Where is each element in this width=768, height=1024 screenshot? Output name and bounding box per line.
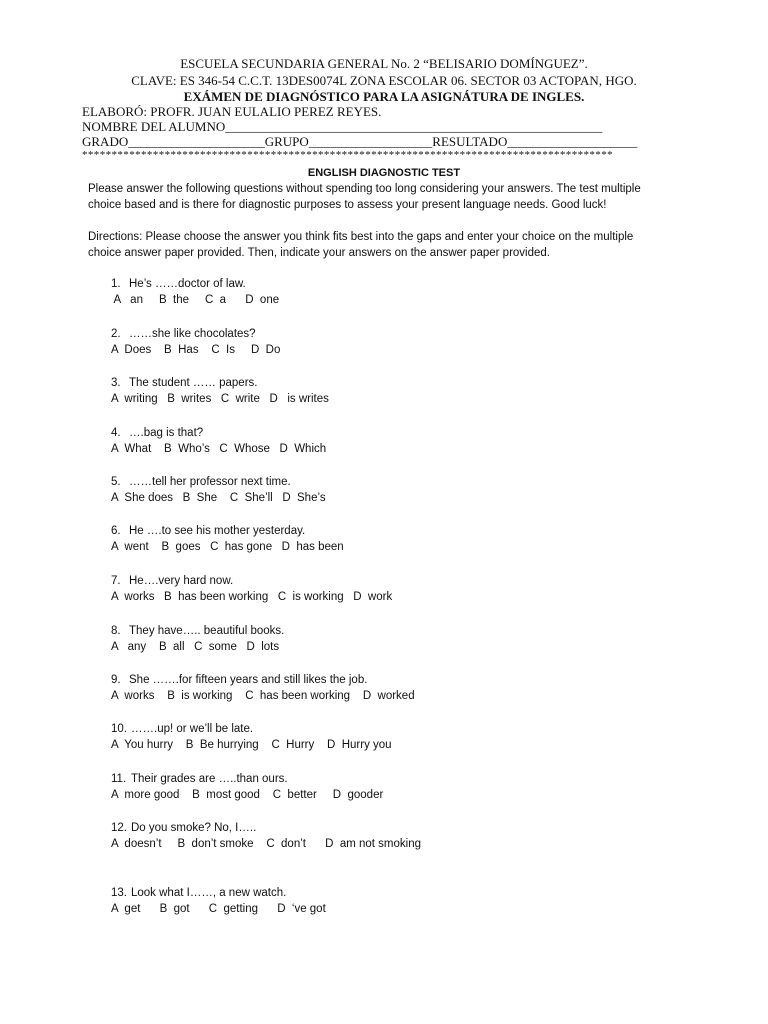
question-prompt: Their grades are …..than ours. bbox=[131, 773, 288, 785]
question-number: 1. bbox=[111, 278, 121, 290]
exam-title: EXÁMEN DE DIAGNÓSTICO PARA LA ASIGNÁTURA DE INGLES. bbox=[183, 89, 585, 104]
question-text bbox=[111, 771, 288, 787]
question-text bbox=[111, 573, 233, 589]
question-number: 5. bbox=[111, 476, 121, 488]
question-number: 9. bbox=[111, 674, 121, 686]
answer-options: A more good B most good C better D gooder bbox=[111, 789, 384, 801]
answer-options: A went B goes C has gone D has been bbox=[111, 541, 344, 553]
answer-options: A any B all C some D lots bbox=[111, 641, 280, 653]
question-number: 3. bbox=[111, 377, 121, 389]
answer-options: A writing B writes C write D is writes bbox=[111, 393, 329, 405]
question-prompt: Do you smoke? No, I….. bbox=[131, 822, 257, 834]
school-name: ESCUELA SECUNDARIA GENERAL No. 2 “BELISARIO DOMÍNGUEZ”. bbox=[180, 56, 588, 71]
answer-options: A doesn’t B don’t smoke C don’t D am not smoking bbox=[111, 838, 422, 850]
question-prompt: ….bag is that? bbox=[129, 427, 204, 439]
question-text bbox=[111, 885, 286, 901]
separator-stars: ****************************************************************************************** bbox=[82, 149, 613, 161]
question-prompt: They have….. beautiful books. bbox=[129, 625, 285, 637]
question-number: 4. bbox=[111, 427, 121, 439]
question-text bbox=[111, 672, 367, 688]
question-prompt: He ….to see his mother yesterday. bbox=[129, 525, 306, 537]
question-number: 7. bbox=[111, 575, 121, 587]
question-prompt: ……she like chocolates? bbox=[129, 328, 256, 340]
question-text bbox=[111, 375, 257, 391]
answer-options: A get B got C getting D ‘ve got bbox=[111, 903, 326, 915]
question-prompt: …….up! or we’ll be late. bbox=[131, 723, 254, 735]
test-title: ENGLISH DIAGNOSTIC TEST bbox=[307, 167, 461, 179]
question-number: 13. bbox=[111, 887, 127, 899]
answer-options: A Does B Has C Is D Do bbox=[111, 344, 281, 356]
grade-group-result-fields[interactable]: GRADO_____________________GRUPO___________________RESULTADO____________________ bbox=[82, 134, 638, 149]
question-prompt: He’s ……doctor of law. bbox=[129, 278, 246, 290]
question-text bbox=[111, 326, 256, 342]
answer-options: A an B the C a D one bbox=[111, 294, 280, 306]
question-number: 12. bbox=[111, 822, 127, 834]
question-text bbox=[111, 721, 253, 737]
question-text bbox=[111, 425, 203, 441]
answer-options: A What B Who’s C Whose D Which bbox=[111, 443, 327, 455]
question-prompt: She …….for fifteen years and still likes the job. bbox=[129, 674, 368, 686]
question-prompt: ……tell her professor next time. bbox=[129, 476, 291, 488]
directions-paragraph: Directions: Please choose the answer you think fits best into the gaps and enter your choice on the multiple choice answer paper provided. Then, indicate your answers on the answer paper provided. bbox=[88, 231, 634, 259]
question-number: 8. bbox=[111, 625, 121, 637]
question-text bbox=[111, 276, 246, 292]
intro-paragraph: Please answer the following questions without spending too long considering your answers. The test multiple choice based and is there for diagnostic purposes to assess your present language needs. Good luck! bbox=[88, 183, 641, 211]
question-text bbox=[111, 623, 284, 639]
question-number: 10. bbox=[111, 723, 127, 735]
question-text bbox=[111, 474, 291, 490]
question-prompt: The student …… papers. bbox=[129, 377, 258, 389]
question-prompt: Look what I……, a new watch. bbox=[131, 887, 287, 899]
school-clave: CLAVE: ES 346-54 C.C.T. 13DES0074L ZONA ESCOLAR 06. SECTOR 03 ACTOPAN, HGO. bbox=[131, 73, 637, 88]
answer-options: A You hurry B Be hurrying C Hurry D Hurry you bbox=[111, 739, 392, 751]
question-number: 6. bbox=[111, 525, 121, 537]
question-text bbox=[111, 820, 256, 836]
answer-options: A works B is working C has been working D worked bbox=[111, 690, 415, 702]
answer-options: A works B has been working C is working D work bbox=[111, 591, 393, 603]
answer-options: A She does B She C She’ll D She’s bbox=[111, 492, 326, 504]
question-prompt: He….very hard now. bbox=[129, 575, 234, 587]
question-number: 2. bbox=[111, 328, 121, 340]
question-text bbox=[111, 523, 305, 539]
elaboro-line: ELABORÓ: PROFR. JUAN EULALIO PEREZ REYES. bbox=[82, 104, 382, 119]
student-name-field[interactable]: NOMBRE DEL ALUMNO__________________________________________________________ bbox=[82, 119, 603, 134]
question-number: 11. bbox=[111, 773, 127, 785]
